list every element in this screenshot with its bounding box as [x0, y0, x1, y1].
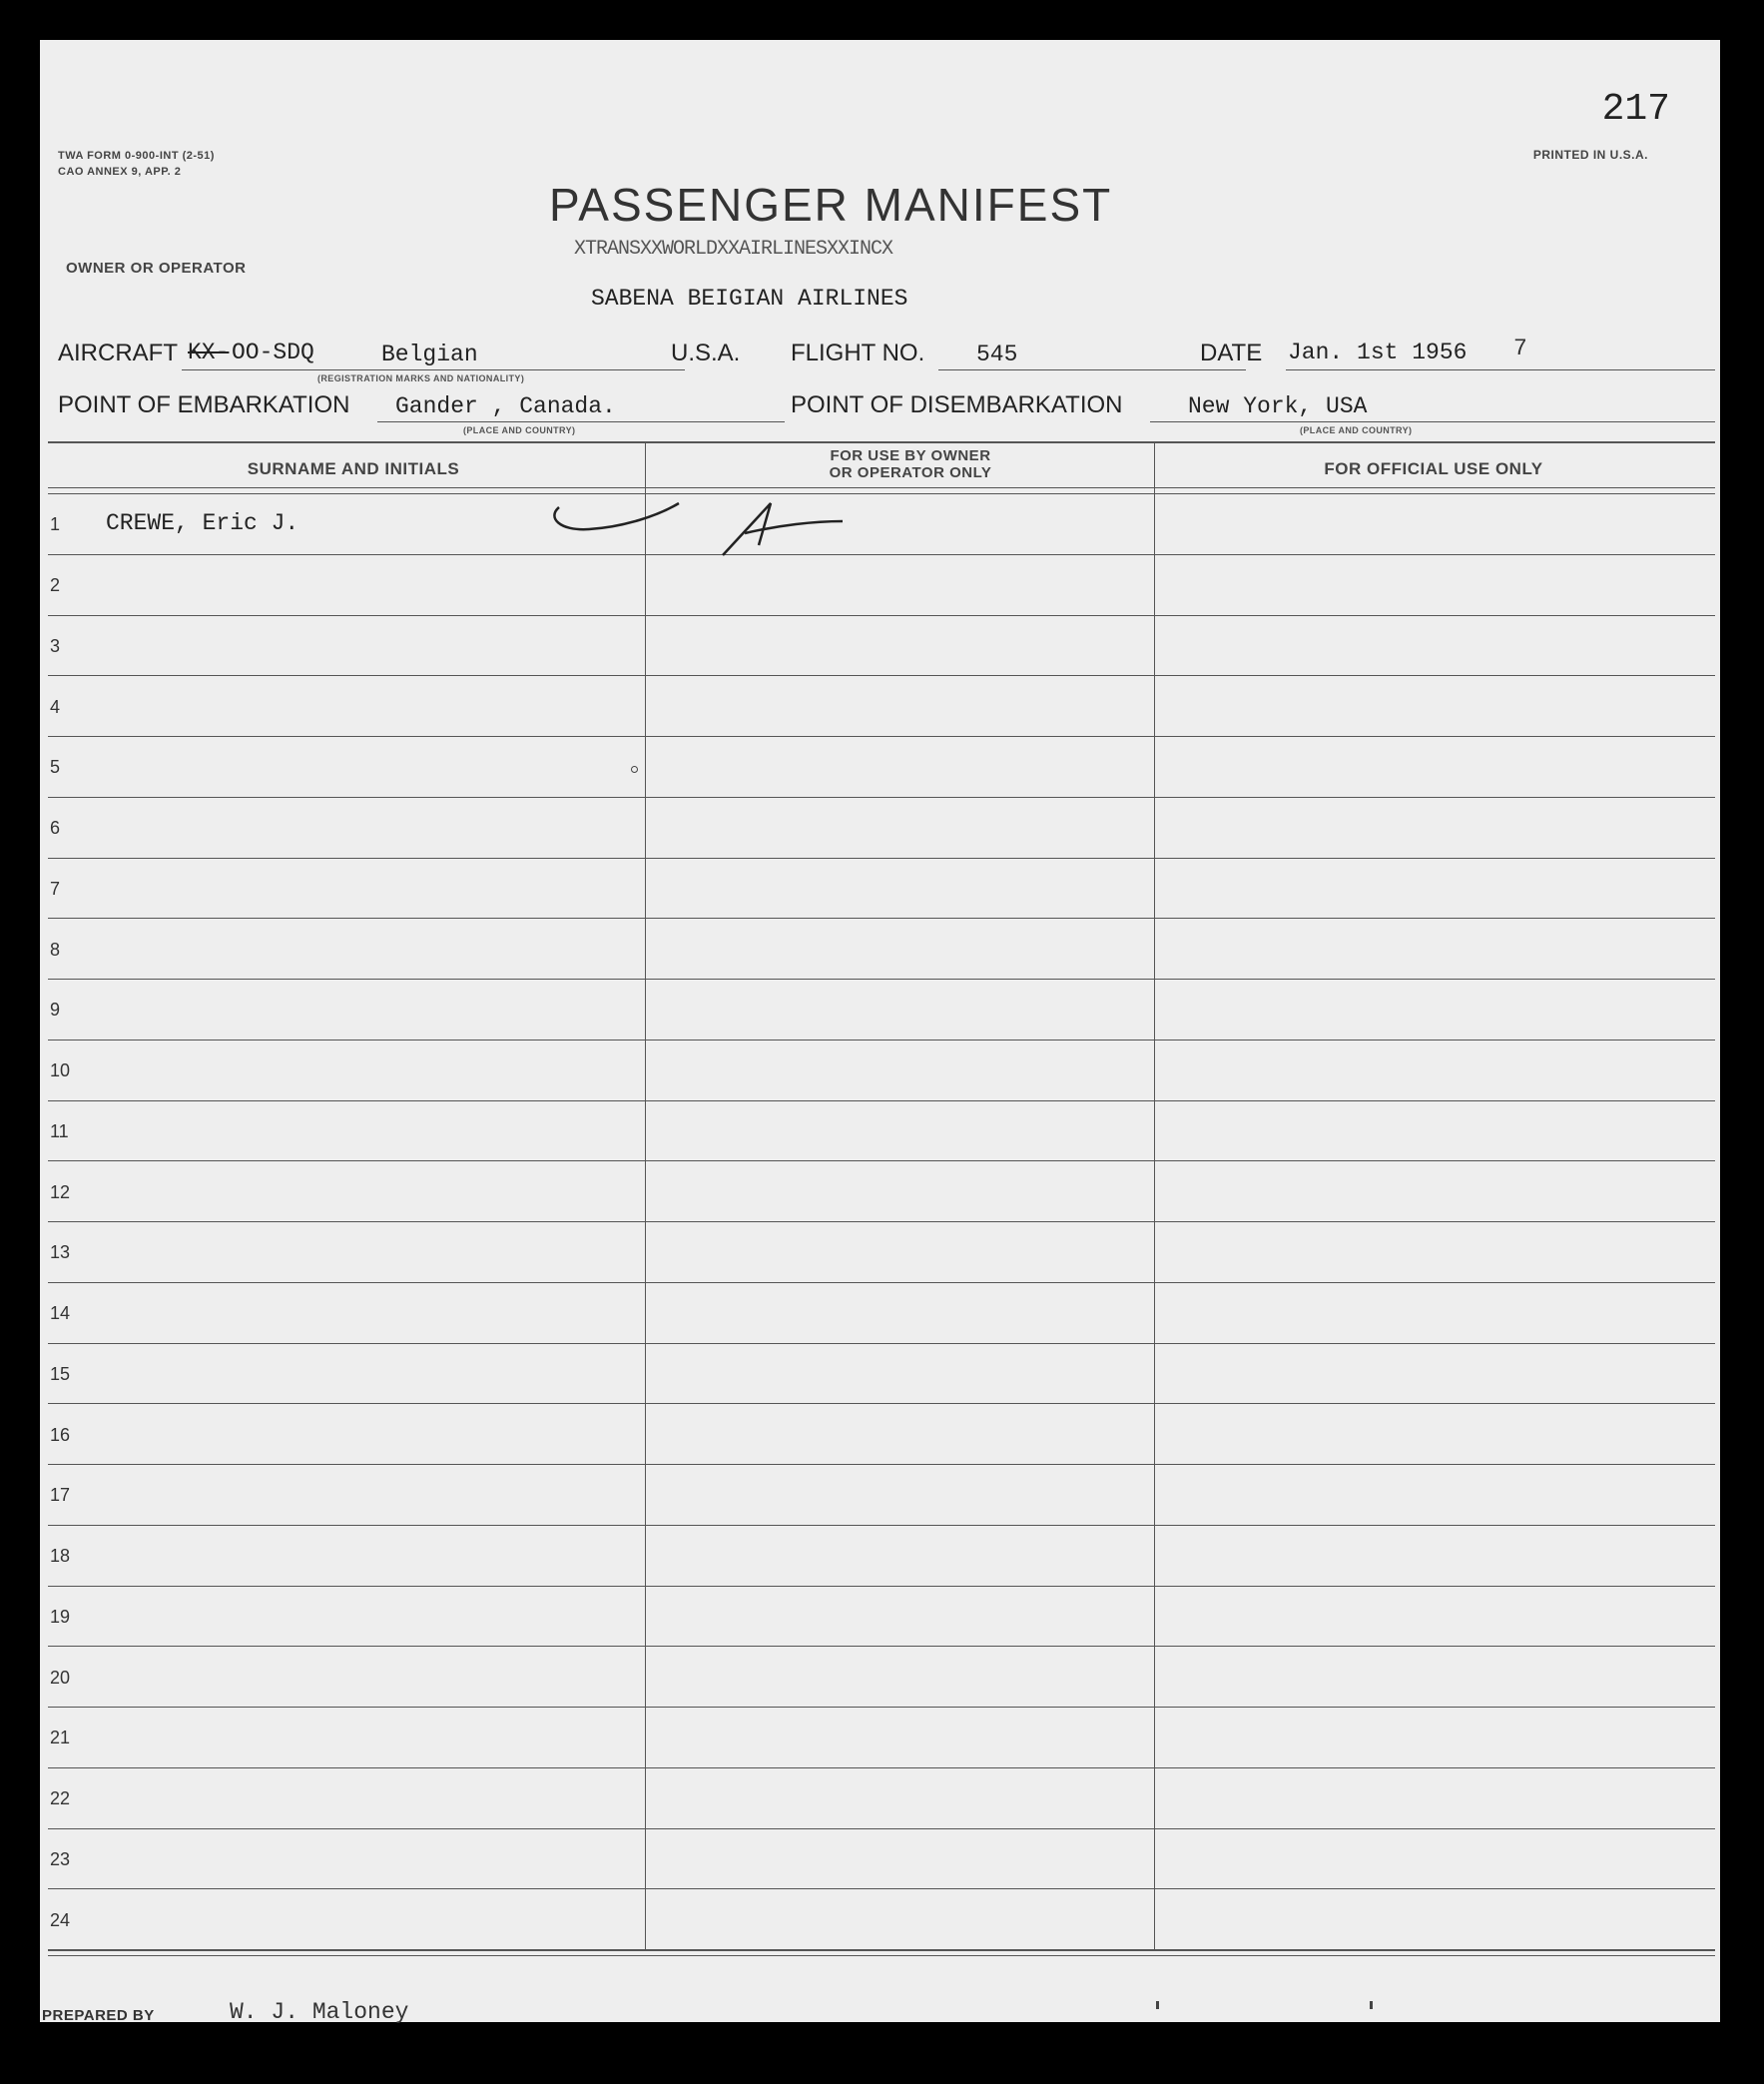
row-number: 20: [50, 1667, 71, 1688]
passenger-name: CREWE, Eric J.: [106, 510, 299, 536]
usa-label: U.S.A.: [671, 340, 741, 366]
table-row: [40, 736, 1720, 797]
row-number: 9: [50, 1000, 61, 1021]
disembarkation-sublabel: (PLACE AND COUNTRY): [1300, 425, 1413, 435]
stray-dot: [631, 766, 638, 773]
table-row: [40, 979, 1720, 1040]
table-row: [40, 1888, 1720, 1949]
row-number: 2: [50, 575, 61, 595]
row-number: 3: [50, 635, 61, 656]
table-row: [40, 1464, 1720, 1525]
footer-tick-2: [1370, 2001, 1373, 2009]
row-number: 12: [50, 1181, 71, 1202]
row-number: 24: [50, 1909, 71, 1930]
column-surname: SURNAME AND INITIALS: [247, 459, 460, 478]
table-row: [40, 493, 1720, 554]
prepared-by-label: PREPARED BY: [42, 2007, 155, 2024]
page-title: PASSENGER MANIFEST: [549, 179, 1113, 231]
disembarkation-value: New York, USA: [1188, 393, 1368, 419]
table-row: [40, 1282, 1720, 1343]
date-value: Jan. 1st 1956: [1288, 340, 1468, 365]
flight-number: 545: [976, 342, 1018, 367]
table-row: [40, 858, 1720, 919]
date-overwrite: 7: [1513, 336, 1527, 361]
row-number: 10: [50, 1060, 71, 1080]
row-number: 5: [50, 757, 61, 778]
table-row: [40, 1767, 1720, 1828]
row-number: 21: [50, 1728, 71, 1748]
page-number: 217: [1601, 88, 1670, 131]
struck-operator: XTRANSXXWORLDXXAIRLINESXXINCX: [574, 238, 893, 261]
column-owner-line2: OR OPERATOR ONLY: [829, 464, 992, 481]
table-row: [40, 1646, 1720, 1707]
table-row: [40, 1586, 1720, 1647]
row-number: 22: [50, 1788, 71, 1808]
row-number: 19: [50, 1606, 71, 1627]
aircraft-registration: OO-SDQ: [232, 340, 314, 365]
prepared-by-value: W. J. Maloney: [230, 1999, 409, 2025]
table-row: [40, 1828, 1720, 1889]
row-number: 7: [50, 878, 61, 899]
form-id-line2: CAO ANNEX 9, APP. 2: [58, 166, 182, 178]
table-row: [40, 1707, 1720, 1767]
owner-label: OWNER OR OPERATOR: [66, 260, 247, 277]
operator-name: SABENA BEIGIAN AIRLINES: [591, 286, 908, 312]
flight-label: FLIGHT NO.: [791, 340, 925, 366]
date-label: DATE: [1200, 340, 1263, 366]
disembarkation-label: POINT OF DISEMBARKATION: [791, 391, 1123, 418]
row-number: 4: [50, 696, 61, 717]
row-number: 8: [50, 939, 61, 960]
table-row: [40, 797, 1720, 858]
table-row: [40, 675, 1720, 736]
row-number: 11: [50, 1120, 69, 1141]
table-row: [40, 1403, 1720, 1464]
row-number: 23: [50, 1848, 71, 1869]
table-row: [40, 1343, 1720, 1404]
manifest-sheet: [40, 40, 1720, 2025]
aircraft-sublabel: (REGISTRATION MARKS AND NATIONALITY): [317, 373, 525, 383]
aircraft-nationality: Belgian: [381, 342, 478, 367]
row-number: 13: [50, 1242, 71, 1263]
row-number: 17: [50, 1485, 71, 1506]
table-row: [40, 1100, 1720, 1161]
check-mark-icon: [549, 495, 689, 555]
embarkation-label: POINT OF EMBARKATION: [58, 391, 350, 418]
table-row: [40, 1040, 1720, 1100]
form-id-line1: TWA FORM 0-900-INT (2-51): [58, 150, 215, 162]
row-number: 6: [50, 818, 61, 838]
embarkation-value: Gander , Canada.: [395, 393, 616, 419]
aircraft-label: AIRCRAFT: [58, 340, 178, 366]
handwritten-a-mark-icon: [719, 497, 849, 567]
table-row: [40, 615, 1720, 676]
table-row: [40, 918, 1720, 979]
row-number: 15: [50, 1363, 71, 1384]
column-official: FOR OFFICIAL USE ONLY: [1324, 459, 1543, 478]
aircraft-struck-prefix: KX-: [188, 340, 230, 365]
table-row: [40, 554, 1720, 615]
table-row: [40, 1221, 1720, 1282]
embarkation-sublabel: (PLACE AND COUNTRY): [463, 425, 576, 435]
row-number: 1: [50, 514, 61, 535]
column-owner-line1: FOR USE BY OWNER: [830, 447, 991, 464]
footer-tick-1: [1156, 2001, 1159, 2009]
row-number: 16: [50, 1424, 71, 1445]
row-number: 14: [50, 1303, 71, 1323]
printed-in-label: PRINTED IN U.S.A.: [1532, 148, 1648, 162]
table-row: [40, 1160, 1720, 1221]
table-row: [40, 1525, 1720, 1586]
row-number: 18: [50, 1546, 71, 1566]
